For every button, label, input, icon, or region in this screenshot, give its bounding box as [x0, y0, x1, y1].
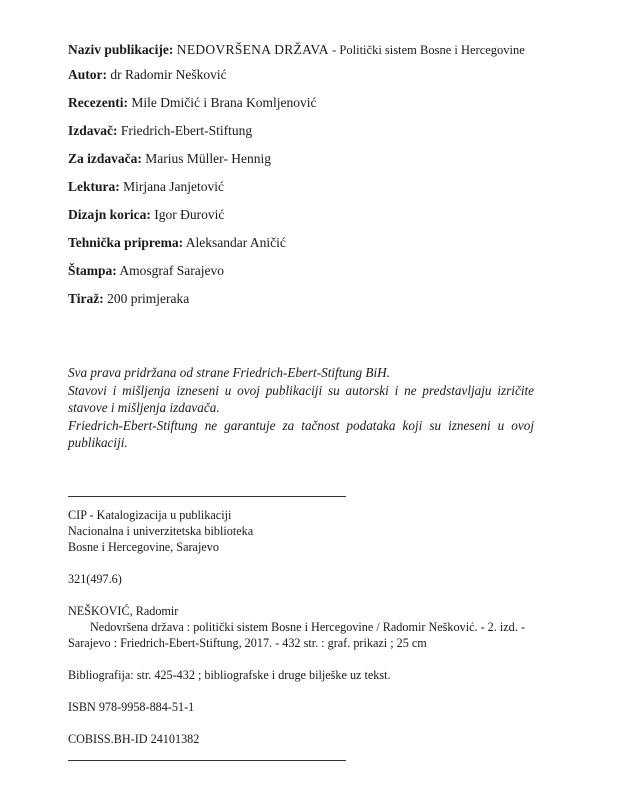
publication-title: NEDOVRŠENA DRŽAVA [176, 42, 329, 57]
rights-notice [68, 364, 534, 452]
credit-printing [68, 262, 534, 280]
cip-isbn: ISBN 978-9958-884-51-1 [68, 700, 195, 714]
credit-value: Igor Đurović [154, 207, 225, 222]
cip-top-rule [68, 496, 346, 497]
credit-technical-prep [68, 234, 534, 252]
cip-udk: 321(497.6) [68, 572, 122, 586]
credit-label: Tiraž: [68, 291, 104, 306]
credit-publisher [68, 122, 534, 140]
publication-subtitle: - Politički sistem Bosne i Hercegovine [332, 43, 525, 57]
credit-author [68, 66, 534, 84]
accuracy-disclaimer: Friedrich-Ebert-Stiftung ne garantuje za tačnost podataka koji su izneseni u ovoj publikaciji. [68, 417, 534, 450]
cip-library: Nacionalna i univerzitetska biblioteka [68, 524, 254, 538]
rights-line: Sva prava pridržana od strane Friedrich-Ebert-Stiftung BiH. [68, 365, 390, 380]
credit-label: Autor: [68, 67, 107, 82]
credit-label: Za izdavača: [68, 151, 142, 166]
credit-label: Lektura: [68, 179, 120, 194]
credit-label: Naziv publikacije: [68, 42, 174, 57]
credit-value: Mirjana Janjetović [123, 179, 224, 194]
cip-bibliography: Bibliografija: str. 425-432 ; bibliografske i druge bilješke uz tekst. [68, 668, 391, 682]
cip-author-heading: NEŠKOVIĆ, Radomir [68, 604, 179, 618]
cip-cobiss: COBISS.BH-ID 24101382 [68, 732, 200, 746]
credit-publication-title [68, 40, 534, 60]
credit-value: Marius Müller- Hennig [145, 151, 271, 166]
credit-value: dr Radomir Nešković [110, 67, 227, 82]
credit-label: Štampa: [68, 263, 117, 278]
credit-for-publisher [68, 150, 534, 168]
credit-value: Amosgraf Sarajevo [119, 263, 224, 278]
credits-block [68, 40, 534, 318]
cip-location: Bosne i Hercegovine, Sarajevo [68, 540, 219, 554]
credit-label: Dizajn korica: [68, 207, 151, 222]
cip-title-statement: Nedovršena država : politički sistem Bosne i Hercegovine / Radomir Nešković. - 2. izd. - Sarajevo : Friedrich-Ebert-Stiftung, 2017. - 432 str. : graf. prikazi ; 25 cm [68, 620, 525, 650]
credit-value: 200 primjeraka [107, 291, 190, 306]
credit-print-run [68, 290, 534, 308]
credit-label: Izdavač: [68, 123, 118, 138]
credit-cover-design [68, 206, 534, 224]
cip-bottom-rule [68, 760, 346, 761]
credit-proofreading [68, 178, 534, 196]
credit-value: Mile Dmičić i Brana Komljenović [131, 95, 317, 110]
cip-header: CIP - Katalogizacija u publikaciji [68, 508, 232, 522]
credit-value: Aleksandar Aničić [185, 235, 286, 250]
cip-record [68, 507, 538, 747]
credit-label: Recezenti: [68, 95, 128, 110]
credit-value: Friedrich-Ebert-Stiftung [120, 123, 253, 138]
credit-reviewers [68, 94, 534, 112]
credit-label: Tehnička priprema: [68, 235, 184, 250]
opinions-disclaimer: Stavovi i mišljenja izneseni u ovoj publikaciji su autorski i ne predstavljaju izričite stavove i mišljenja izdavača. [68, 382, 534, 415]
